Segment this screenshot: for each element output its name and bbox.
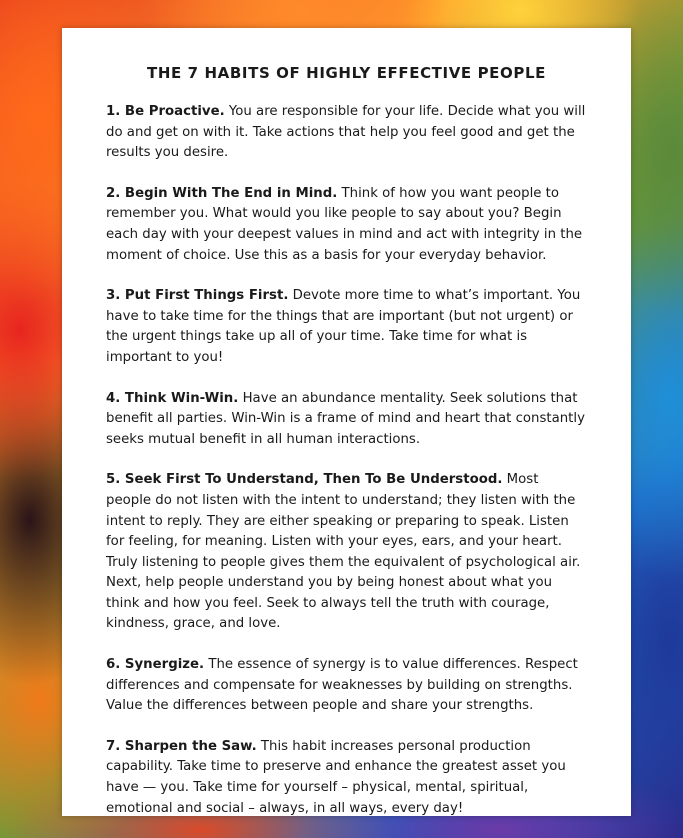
habit-text: Have an abundance mentality. Seek solutions that benefit all parties. Win-Win is a frame of mind and heart that constantly seeks mutual benefit in all human interactions. — [106, 390, 585, 447]
page-title: THE 7 HABITS OF HIGHLY EFFECTIVE PEOPLE — [147, 64, 546, 82]
habit-text: This habit increases personal production capability. Take time to preserve and enhance the greatest asset you have — you. Take time for yourself – physical, mental, spiritual, emotional and social – always, in all ways, every day! — [106, 738, 566, 816]
habit-1 — [106, 102, 587, 164]
habit-text: Think of how you want people to remember you. What would you like people to say about you? Begin each day with your deepest values in mind and act with integrity in the moment of choice. Use this as a basis for your everyday behavior. — [106, 185, 583, 263]
habit-2 — [106, 184, 587, 266]
habit-3 — [106, 286, 587, 368]
habit-4 — [106, 389, 587, 451]
habit-heading: 7. Sharpen the Saw. — [106, 738, 257, 754]
habit-text: The essence of synergy is to value differences. Respect differences and compensate for weaknesses by building on strengths. Value the differences between people and share your strengths. — [106, 657, 578, 714]
habit-text: Most people do not listen with the intent to understand; they listen with the intent to reply. They are either speaking or preparing to speak. Listen for feeling, for meaning. Listen with your eyes, ears, and your heart. Truly listening to people gives them the equivalent of psychological air. Next, help people understand you by being honest about what you think and how you feel. Seek to always tell the truth with courage, kindness, grace, and love. — [106, 472, 581, 632]
habit-heading: 1. Be Proactive. — [106, 104, 225, 119]
habit-heading: 6. Synergize. — [106, 657, 205, 673]
habit-7 — [106, 737, 587, 819]
habit-text: You are responsible for your life. Decide what you will do and get on with it. Take actions that help you feel good and get the results you desire. — [106, 104, 586, 161]
habit-6 — [106, 655, 587, 717]
habit-5 — [106, 470, 587, 635]
habit-heading: 4. Think Win-Win. — [106, 390, 239, 406]
habit-heading: 2. Begin With The End in Mind. — [106, 185, 338, 201]
habit-text: Devote more time to what’s important. You have to take time for the things that are important (but not urgent) or the urgent things take up all of your time. Take time for what is important to you! — [106, 288, 581, 365]
habit-heading: 3. Put First Things First. — [106, 288, 289, 304]
habits-card — [62, 28, 631, 816]
habit-heading: 5. Seek First To Understand, Then To Be Understood. — [106, 472, 503, 488]
